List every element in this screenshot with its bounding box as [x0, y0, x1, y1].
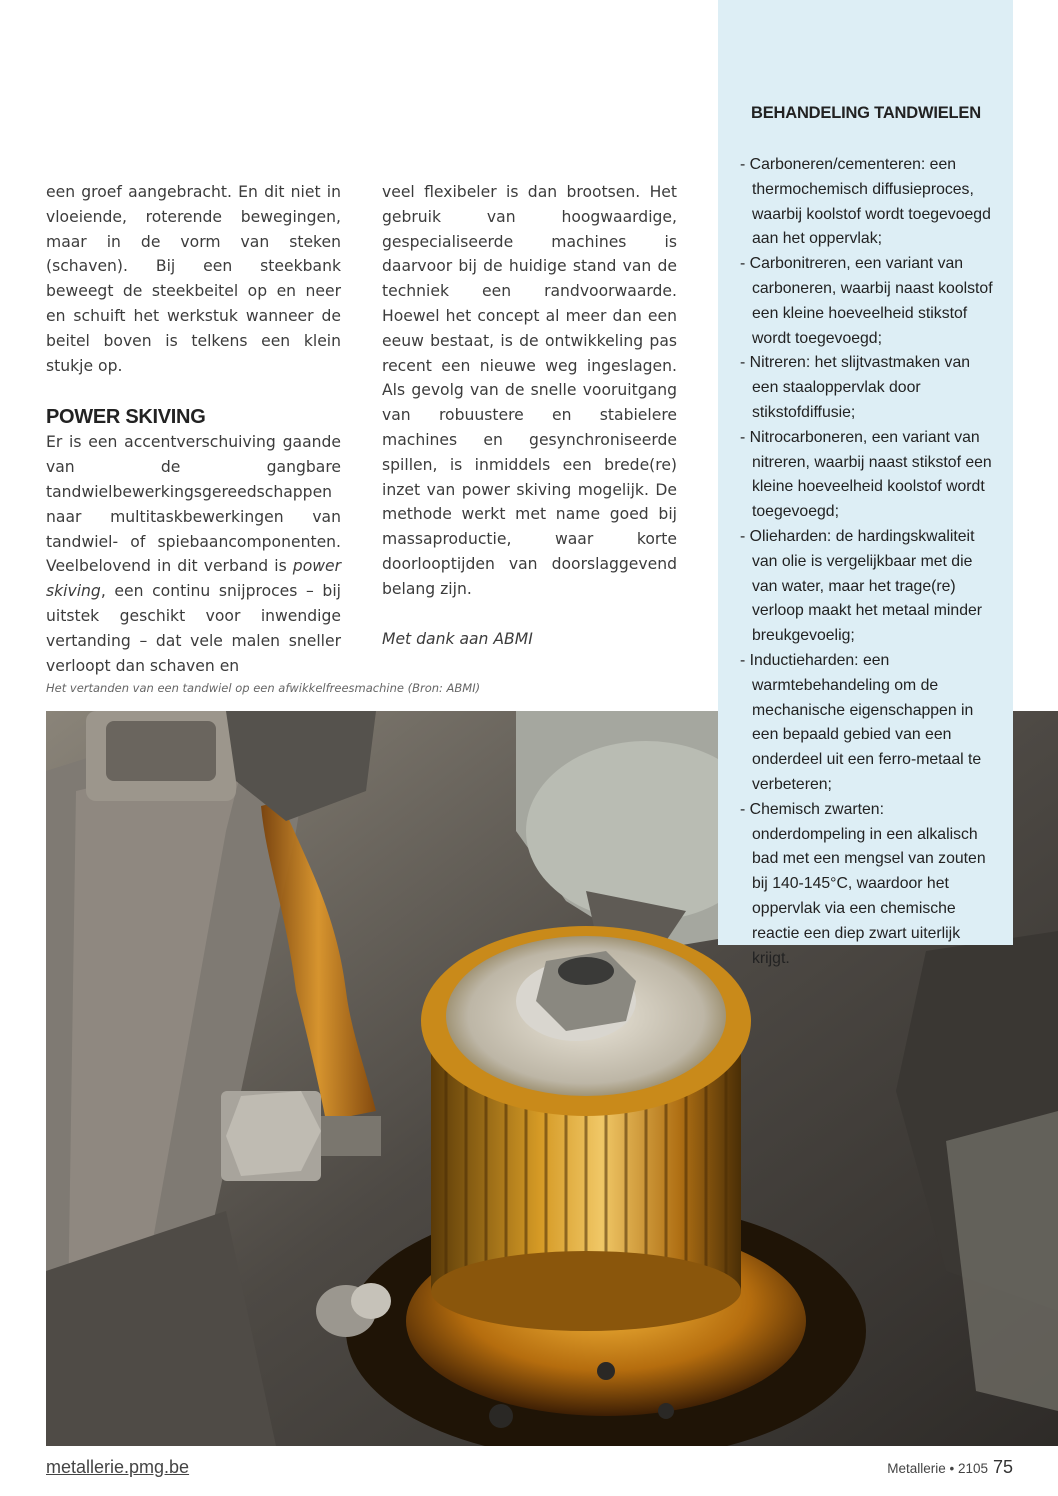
paragraph-continuation: veel flexibeler is dan brootsen. Het gebruik van hoogwaardige, gespecialiseerde machines is daarvoor bij de huidige stand van de techniek een randvoorwaarde. Hoewel het concept al meer dan een eeuw bestaat, is de ontwikkeling pas recent een nieuwe weg ingeslagen. Als gevolg van de snelle vooruitgang van robuustere en stabielere machines en gesynchroniseerde spillen, is inmiddels een brede(re) inzet van power skiving mogelijk. De methode werkt met name goed bij massaproductie, waar korte doorlooptijden van doorslaggevend belang zijn. [382, 183, 677, 598]
paragraph-text: Er is een accentverschuiving gaande van de gangbare tandwielbewerkingsgereedschappen naar multitaskbewerkingen van tandwiel- of spiebaancomponenten. Veelbelovend in dit verband is [46, 433, 341, 576]
list-item: - Inductieharden: een warmtebehandeling om de mechanische eigenschappen in een bepaald gebied van een onderdeel uit een ferro-metaal te verbeteren; [740, 649, 998, 798]
list-item: - Carboneren/cementeren: een thermochemisch diffusieproces, waarbij koolstof wordt toegevoegd aan het oppervlak; [740, 153, 998, 252]
page-number: 75 [992, 1457, 1013, 1477]
list-item: - Carbonitreren, een variant van carboneren, waarbij naast koolstof een kleine hoeveelheid stikstof wordt toegevoegd; [740, 252, 998, 351]
paragraph-intro: een groef aangebracht. En dit niet in vloeiende, roterende bewegingen, maar in de vorm van steken (schaven). Bij een steekbank beweegt de steekbeitel op en neer en schuift het werkstuk wanneer de beitel boven is telkens een klein stukje op. [46, 183, 341, 375]
credits-line: Met dank aan ABMI [382, 629, 533, 648]
list-item: - Olieharden: de hardingskwaliteit van olie is vergelijkbaar met die van water, maar het trage(re) verloop maakt het metaal minder breukgevoelig; [740, 525, 998, 649]
treatment-list [740, 153, 998, 971]
emphasis-power-skiving: power skiving [46, 557, 341, 601]
article-column-left [46, 180, 341, 678]
paragraph-text: , een continu snijproces – bij uitstek geschikt voor inwendige vertanding – dat vele malen sneller verloopt dan schaven en [46, 582, 341, 675]
article-column-middle [382, 180, 677, 651]
sidebar-box [718, 0, 1013, 967]
sidebar-title: BEHANDELING TANDWIELEN [751, 104, 981, 122]
paragraph-power-skiving [46, 430, 341, 678]
section-heading-power-skiving: POWER SKIVING [46, 406, 206, 429]
footer-website-link[interactable]: metallerie.pmg.be [46, 1457, 190, 1477]
list-item: - Nitreren: het slijtvastmaken van een staaloppervlak door stikstofdiffusie; [740, 351, 998, 425]
footer-issue-label: Metallerie • 2105 [887, 1461, 988, 1476]
photo-caption: Het vertanden van een tandwiel op een afwikkelfreesmachine (Bron: ABMI) [46, 681, 481, 695]
list-item: - Nitrocarboneren, een variant van nitreren, waarbij naast stikstof een kleine hoeveelheid koolstof wordt toegevoegd; [740, 426, 998, 525]
list-item: - Chemisch zwarten: onderdompeling in een alkalisch bad met een mengsel van zouten bij 140-145°C, waardoor het oppervlak via een chemische reactie een diep zwart uiterlijk krijgt. [740, 798, 998, 972]
